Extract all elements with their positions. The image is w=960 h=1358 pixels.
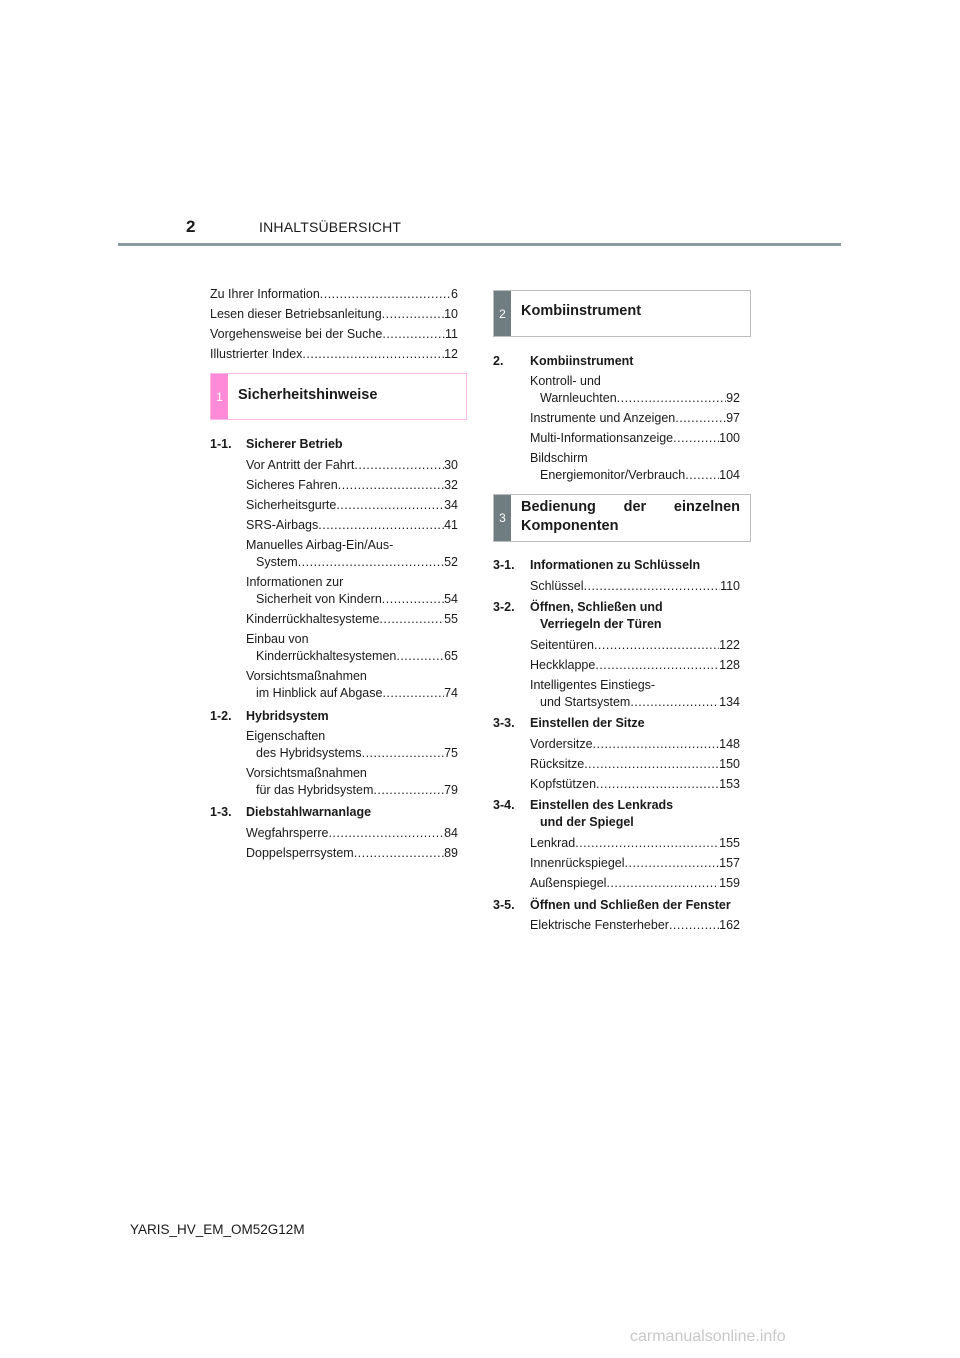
toc-entry-line1: Kontroll- und	[530, 374, 601, 388]
subsection-title: Einstellen der Sitze	[530, 716, 645, 730]
toc-right-column	[493, 0, 753, 1358]
toc-entry[interactable]: Vordersitze ..... 148	[530, 737, 740, 751]
section-title-1: Sicherheitshinweise	[238, 387, 378, 403]
toc-entry[interactable]: und Startsystem ..... 134	[540, 695, 740, 709]
toc-entry-line1: Intelligentes Einstiegs-	[530, 678, 656, 692]
watermark: carmanualsonline.info	[630, 1328, 786, 1345]
toc-entry[interactable]: Sicherheitsgurte ..... 34	[246, 498, 458, 512]
subsection-title-line2: und der Spiegel	[540, 815, 634, 829]
toc-entry[interactable]: Rücksitze ..... 150	[530, 757, 740, 771]
toc-entry-line1: Vorsichtsmaßnahmen	[246, 766, 367, 780]
toc-entry[interactable]: Schlüssel ..... 110	[530, 579, 740, 593]
section-title-3-line1: Bedienung der einzelnen	[521, 499, 740, 515]
page-number: 2	[186, 217, 196, 236]
toc-entry[interactable]: Multi-Informationsanzeige ..... 100	[530, 431, 740, 445]
page-header-title: INHALTSÜBERSICHT	[259, 219, 402, 235]
toc-entry[interactable]: Elektrische Fensterheber ..... 162	[530, 918, 740, 932]
toc-entry[interactable]: Innenrückspiegel ..... 157	[530, 856, 740, 870]
subsection-title: Einstellen des Lenkrads	[530, 798, 674, 812]
subsection-number: 3-4.	[493, 798, 515, 812]
toc-entry[interactable]: Außenspiegel ..... 159	[530, 876, 740, 890]
toc-entry[interactable]: Instrumente und Anzeigen ..... 97	[530, 411, 740, 425]
toc-entry[interactable]: Kopfstützen ..... 153	[530, 777, 740, 791]
toc-entry-line1: Manuelles Airbag-Ein/Aus-	[246, 538, 394, 552]
toc-entry[interactable]: Kinderrückhaltesysteme ..... 55	[246, 612, 458, 626]
toc-entry[interactable]: Sicheres Fahren ..... 32	[246, 478, 458, 492]
toc-entry[interactable]: Zu Ihrer Information ..... 6	[210, 287, 458, 301]
subsection-number: 3-2.	[493, 600, 515, 614]
toc-entry-line1: Vorsichtsmaßnahmen	[246, 669, 367, 683]
section-box-2[interactable]	[493, 290, 751, 337]
section-tab-2: 2	[494, 291, 511, 336]
toc-entry[interactable]: Sicherheit von Kindern ..... 54	[256, 592, 458, 606]
toc-entry[interactable]: System ..... 52	[256, 555, 458, 569]
toc-entry[interactable]: Lesen dieser Betriebsanleitung ..... 10	[210, 307, 458, 321]
toc-entry-line1: Einbau von	[246, 632, 309, 646]
subsection-title: Diebstahlwarnanlage	[246, 805, 372, 819]
toc-entry[interactable]: Vor Antritt der Fahrt ..... 30	[246, 458, 458, 472]
toc-entry[interactable]: Illustrierter Index ..... 12	[210, 347, 458, 361]
toc-entry-line1: Bildschirm	[530, 451, 588, 465]
toc-entry[interactable]: im Hinblick auf Abgase ..... 74	[256, 686, 458, 700]
toc-entry[interactable]: Kinderrückhaltesystemen ..... 65	[256, 649, 458, 663]
subsection-title: Sicherer Betrieb	[246, 437, 343, 451]
toc-entry[interactable]: Seitentüren ..... 122	[530, 638, 740, 652]
subsection-title-line2: Verriegeln der Türen	[540, 617, 662, 631]
toc-entry-line1: Eigenschaften	[246, 729, 326, 743]
subsection-number: 3-1.	[493, 558, 515, 572]
subsection-number: 3-3.	[493, 716, 515, 730]
subsection-number: 1-2.	[210, 709, 232, 723]
toc-entry[interactable]: für das Hybridsystem ..... 79	[256, 783, 458, 797]
subsection-number: 1-1.	[210, 437, 232, 451]
toc-left-column	[210, 0, 458, 1358]
toc-entry[interactable]: Warnleuchten ..... 92	[540, 391, 740, 405]
subsection-number: 3-5.	[493, 898, 515, 912]
subsection-title: Öffnen, Schließen und	[530, 600, 663, 614]
subsection-title: Öffnen und Schließen der Fenster	[530, 898, 731, 912]
section-tab-3: 3	[494, 495, 511, 541]
section-title-3-line2: Komponenten	[521, 518, 619, 534]
toc-entry[interactable]: Vorgehensweise bei der Suche ..... 11	[210, 327, 458, 341]
subsection-title: Kombiinstrument	[530, 354, 634, 368]
toc-entry[interactable]: SRS-Airbags ..... 41	[246, 518, 458, 532]
section-box-3[interactable]	[493, 494, 751, 542]
toc-entry-line1: Informationen zur	[246, 575, 344, 589]
subsection-title: Informationen zu Schlüsseln	[530, 558, 701, 572]
toc-entry[interactable]: Lenkrad ..... 155	[530, 836, 740, 850]
subsection-number: 2.	[493, 354, 504, 368]
toc-entry[interactable]: Heckklappe ..... 128	[530, 658, 740, 672]
subsection-title: Hybridsystem	[246, 709, 329, 723]
section-tab-1: 1	[211, 374, 228, 419]
footer-document-code: YARIS_HV_EM_OM52G12M	[130, 1222, 305, 1237]
section-title-2: Kombiinstrument	[521, 303, 642, 319]
section-box-1[interactable]	[210, 373, 467, 420]
subsection-number: 1-3.	[210, 805, 232, 819]
toc-entry[interactable]: Energiemonitor/Verbrauch ..... 104	[540, 468, 740, 482]
toc-entry[interactable]: Wegfahrsperre ..... 84	[246, 826, 458, 840]
toc-entry[interactable]: Doppelsperrsystem ..... 89	[246, 846, 458, 860]
toc-entry[interactable]: des Hybridsystems ..... 75	[256, 746, 458, 760]
